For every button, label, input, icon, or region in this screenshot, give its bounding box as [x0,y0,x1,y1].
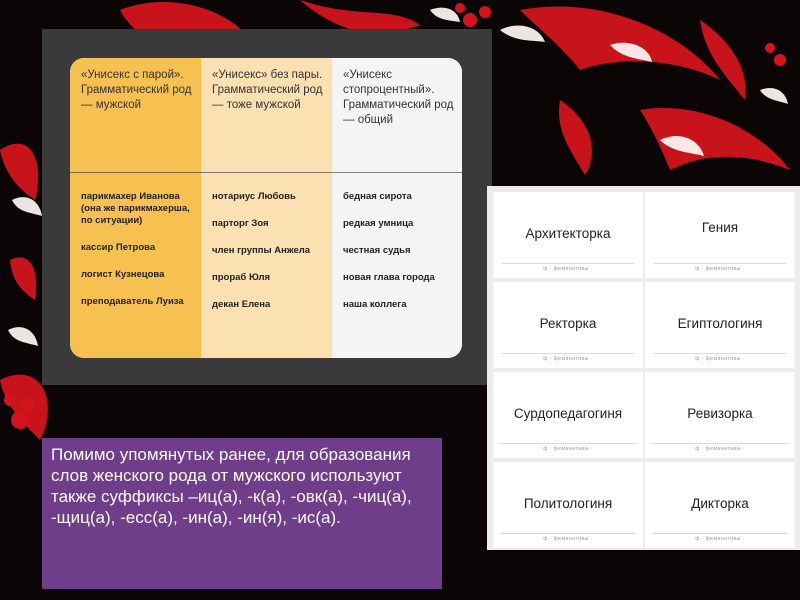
card-brand: ф · феминитивы · [543,266,593,272]
word-card [493,372,643,458]
card-word: Сурдопедагогиня [513,406,623,421]
word-card [493,462,643,548]
card-rule [653,263,787,264]
table-column-2 [201,58,332,358]
card-word: Ревизорка [687,406,753,421]
list-item: наша коллега [343,299,407,310]
column-3-header: «Унисекс стопроцентный». Грамматический род — общий [343,69,454,126]
card-rule [653,533,787,534]
card-rule [501,263,635,264]
card-word: Архитекторка [525,226,611,241]
list-item: честная судья [343,245,411,256]
list-item: редкая умница [343,218,414,229]
word-card [645,372,795,458]
card-rule [653,443,787,444]
card-rule [501,443,635,444]
feminitive-cards-grid [487,186,800,550]
card-brand: ф · феминитивы · [695,356,745,362]
column-1-header: «Унисекс с парой». Грамматический род — мужской [81,69,192,111]
word-card [493,192,643,278]
column-1-list [81,191,199,323]
list-item: парторг Зоя [212,218,269,229]
table-column-3 [332,58,462,358]
card-rule [501,353,635,354]
list-item: нотариус Любовь [212,191,296,202]
card-brand: ф · феминитивы · [543,536,593,542]
suffix-note-text: Помимо упомянутых ранее, для образования слов женского рода от мужского используют также суффиксы –иц(а), -к(а), -овк(а), -чиц(а), -щиц(а), -есс(а), -ин(а), -ин(я), -ис(а). [51,445,412,527]
card-word: Гения [701,220,739,235]
card-rule [653,353,787,354]
list-item: новая глава города [343,272,435,283]
header-divider [70,172,462,173]
card-word: Египтологиня [677,316,763,331]
card-word: Политологиня [523,496,613,511]
unisex-nouns-table [70,58,462,358]
list-item: кассир Петрова [81,242,156,253]
word-card [493,282,643,368]
column-2-list [212,191,330,326]
list-item: преподаватель Луиза [81,296,184,307]
card-brand: ф · феминитивы · [695,536,745,542]
column-2-header: «Унисекс» без пары. Грамматический род — тоже мужской [212,69,323,111]
card-brand: ф · феминитивы · [543,446,593,452]
column-3-list [343,191,461,326]
card-brand: ф · феминитивы · [695,266,745,272]
list-item: член группы Анжела [212,245,311,256]
card-word: Дикторка [691,496,749,511]
list-item: прораб Юля [212,272,271,283]
word-card [645,192,795,278]
table-column-1 [70,58,201,358]
list-item: бедная сирота [343,191,412,202]
word-card [645,282,795,368]
list-item: декан Елена [212,299,271,310]
card-brand: ф · феминитивы · [543,356,593,362]
suffix-note-panel [42,438,442,589]
word-card [645,462,795,548]
card-brand: ф · феминитивы · [695,446,745,452]
card-word: Ректорка [539,316,597,331]
list-item: парикмахер Иванова (она же парикмахерша, по ситуации) [81,191,190,226]
list-item: логист Кузнецова [81,269,165,280]
card-rule [501,533,635,534]
